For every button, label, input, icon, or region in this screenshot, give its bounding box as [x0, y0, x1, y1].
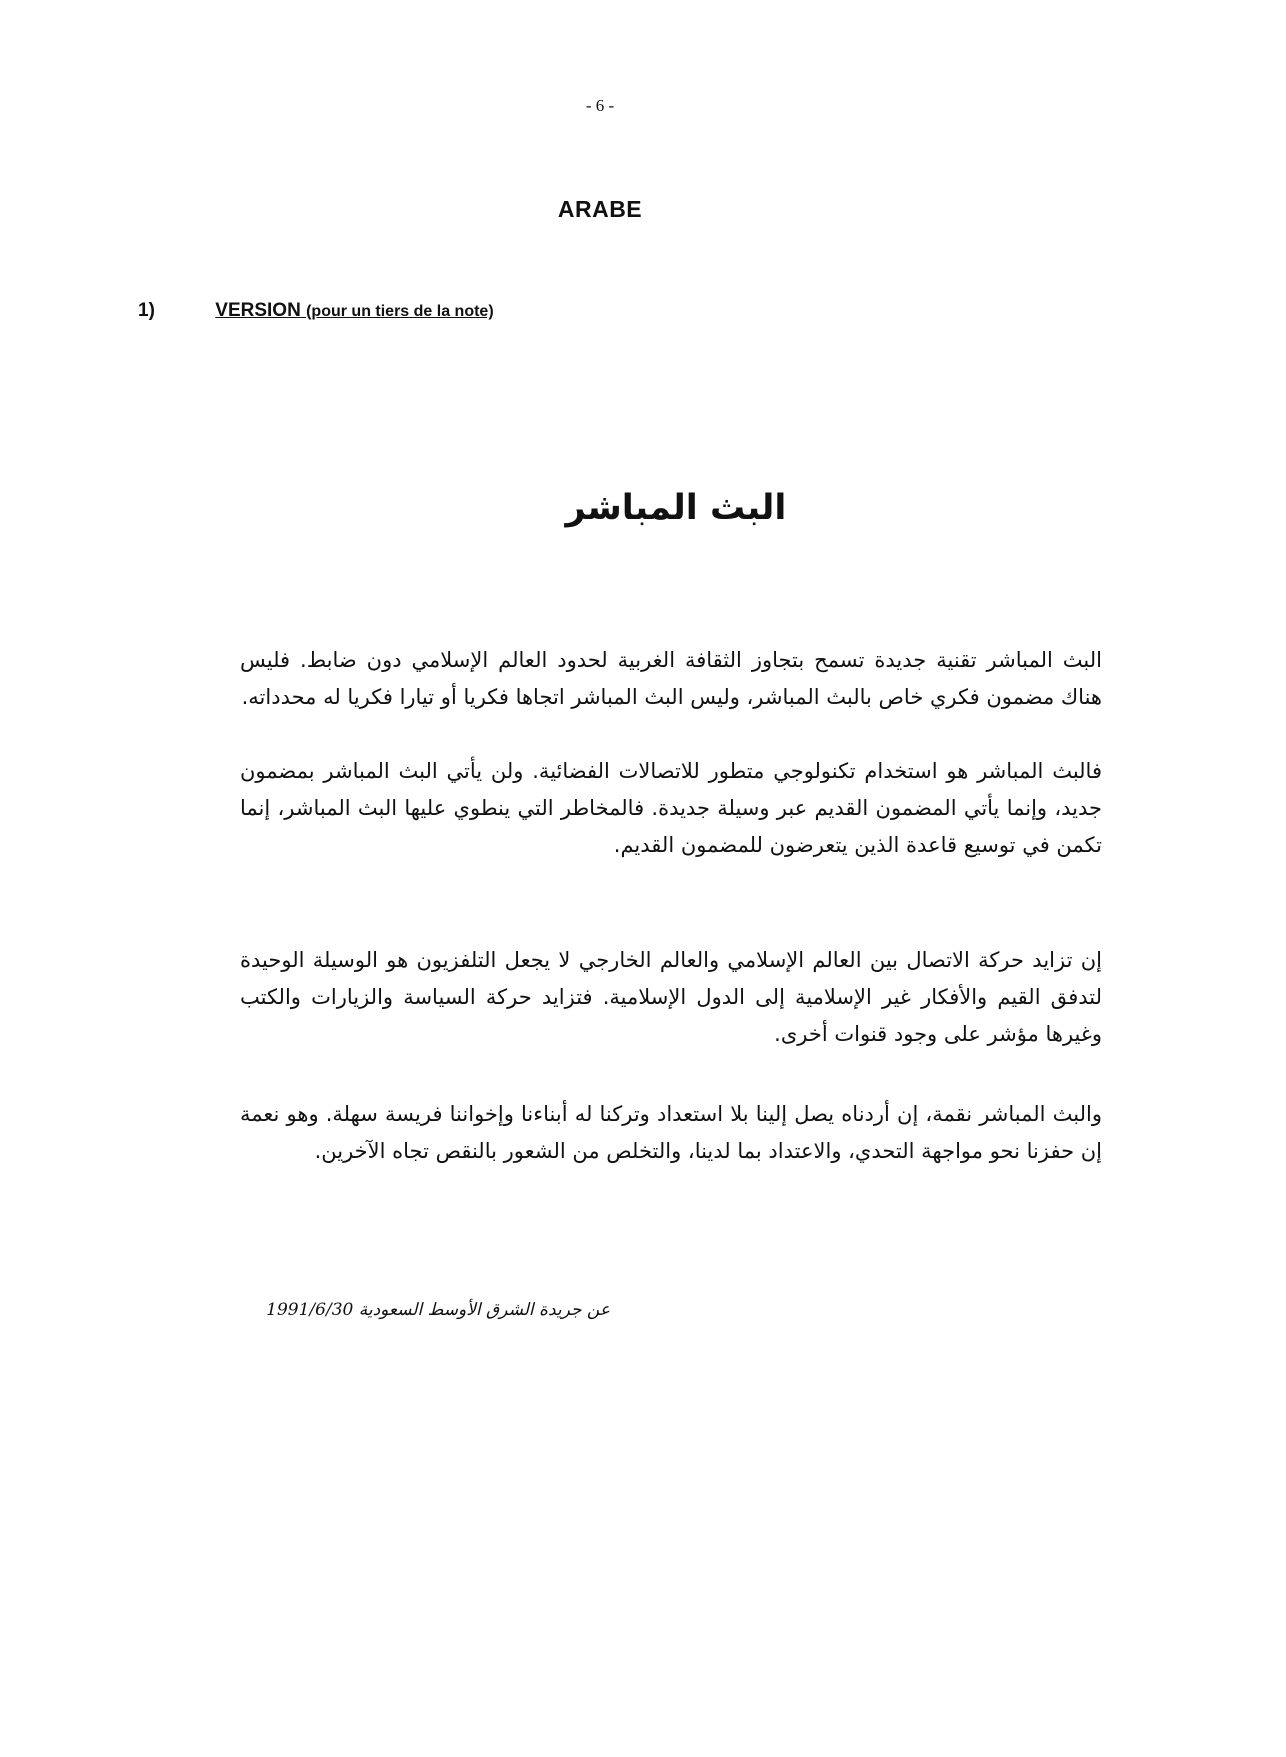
- article-paragraph: [240, 642, 1102, 716]
- article-paragraph: [240, 1096, 1102, 1170]
- section-heading: [138, 300, 494, 322]
- language-heading: ARABE: [557, 196, 643, 222]
- section-title: [215, 300, 493, 321]
- article-paragraph: [240, 753, 1102, 864]
- paragraph-text: فالبث المباشر هو استخدام تكنولوجي متطور للاتصالات الفضائية. ولن يأتي البث المباشر بمضمون جديد، وإنما يأتي المضمون القديم عبر وسيلة جديدة. فالمخاطر التي ينطوي عليها البث المباشر، إنما تكمن في توسيع قاعدة الذين يتعرضون للمضمون القديم.: [240, 759, 1102, 857]
- source-citation: عن جريدة الشرق الأوسط السعودية 1991/6/30: [266, 1300, 610, 1320]
- article-paragraph: [240, 942, 1102, 1053]
- section-title-main: VERSION: [215, 300, 301, 321]
- page-number: - 6 -: [585, 96, 615, 115]
- paragraph-text: البث المباشر تقنية جديدة تسمح بتجاوز الثقافة الغربية لحدود العالم الإسلامي دون ضابط. فليس هناك مضمون فكري خاص بالبث المباشر، وليس البث المباشر اتجاها فكريا أو تيارا فكريا له محدداته.: [240, 648, 1102, 709]
- article-title: البث المباشر: [565, 488, 787, 528]
- paragraph-text: إن تزايد حركة الاتصال بين العالم الإسلامي والعالم الخارجي لا يجعل التلفزيون هو الوسيلة الوحيدة لتدفق القيم والأفكار غير الإسلامية إلى الدول الإسلامية. فتزايد حركة السياسة والزيارات والكتب وغيرها مؤشر على وجود قنوات أخرى.: [240, 948, 1102, 1046]
- paragraph-text: والبث المباشر نقمة، إن أردناه يصل إلينا بلا استعداد وتركنا له أبناءنا وإخواننا فريسة سهلة. وهو نعمة إن حفزنا نحو مواجهة التحدي، والاعتداد بما لدينا، والتخلص من الشعور بالنقص تجاه الآخرين.: [240, 1102, 1102, 1163]
- section-number: 1): [138, 300, 155, 321]
- section-title-note: (pour un tiers de la note): [306, 303, 494, 320]
